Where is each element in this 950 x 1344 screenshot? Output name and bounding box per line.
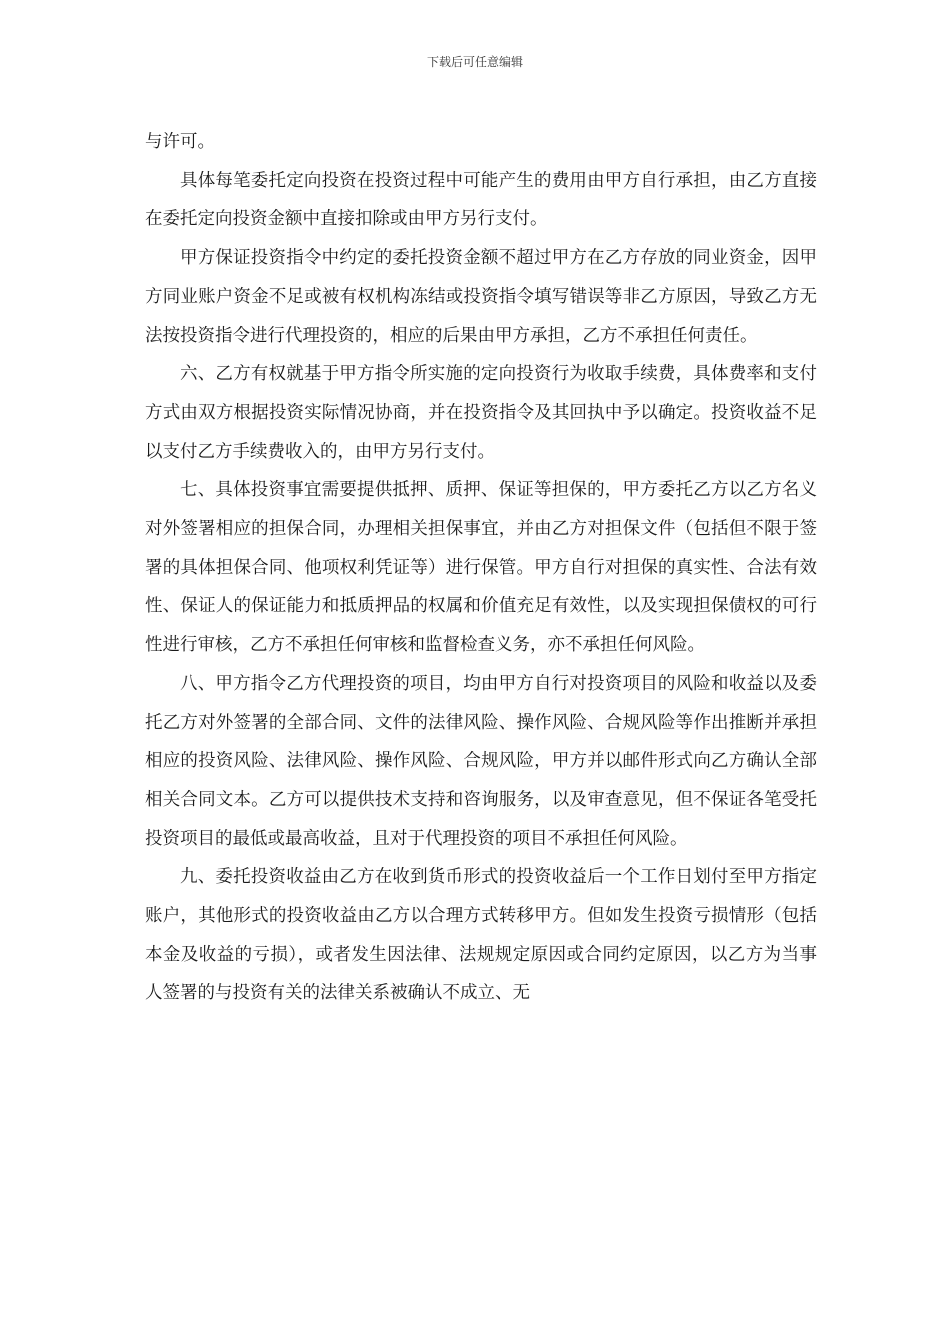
paragraph-3: 甲方保证投资指令中约定的委托投资金额不超过甲方在乙方存放的同业资金，因甲方同业账户资金不足或被有权机构冻结或投资指令填写错误等非乙方原因，导致乙方无法按投资指令进行代理投资的，相应的后果由甲方承担，乙方不承担任何责任。 [145,248,817,346]
paragraph-1: 与许可。 [145,132,215,152]
document-body [145,123,817,1013]
paragraph-clause-6: 六、乙方有权就基于甲方指令所实施的定向投资行为收取手续费，具体费率和支付方式由双方根据投资实际情况协商，并在投资指令及其回执中予以确定。投资收益不足以支付乙方手续费收入的，由甲方另行支付。 [145,364,817,462]
paragraph-clause-8: 八、甲方指令乙方代理投资的项目，均由甲方自行对投资项目的风险和收益以及委托乙方对外签署的全部合同、文件的法律风险、操作风险、合规风险等作出推断并承担相应的投资风险、法律风险、操作风险、合规风险，甲方并以邮件形式向乙方确认全部相关合同文本。乙方可以提供技术支持和咨询服务，以及审查意见，但不保证各笔受托投资项目的最低或最高收益，且对于代理投资的项目不承担任何风险。 [145,673,817,849]
paragraph-clause-9: 九、委托投资收益由乙方在收到货币形式的投资收益后一个工作日划付至甲方指定账户，其他形式的投资收益由乙方以合理方式转移甲方。但如发生投资亏损情形（包括本金及收益的亏损），或者发生因法律、法规规定原因或合同约定原因，以乙方为当事人签署的与投资有关的法律关系被确认不成立、无 [145,867,817,1004]
paragraph-clause-7: 七、具体投资事宜需要提供抵押、质押、保证等担保的，甲方委托乙方以乙方名义对外签署相应的担保合同，办理相关担保事宜，并由乙方对担保文件（包括但不限于签署的具体担保合同、他项权利凭证等）进行保管。甲方自行对担保的真实性、合法有效性、保证人的保证能力和抵质押品的权属和价值充足有效性，以及实现担保债权的可行性进行审核，乙方不承担任何审核和监督检查义务，亦不承担任何风险。 [145,480,817,656]
paragraph-2: 具体每笔委托定向投资在投资过程中可能产生的费用由甲方自行承担，由乙方直接在委托定向投资金额中直接扣除或由甲方另行支付。 [145,170,817,230]
page-header: 下载后可任意编辑 [426,55,523,69]
